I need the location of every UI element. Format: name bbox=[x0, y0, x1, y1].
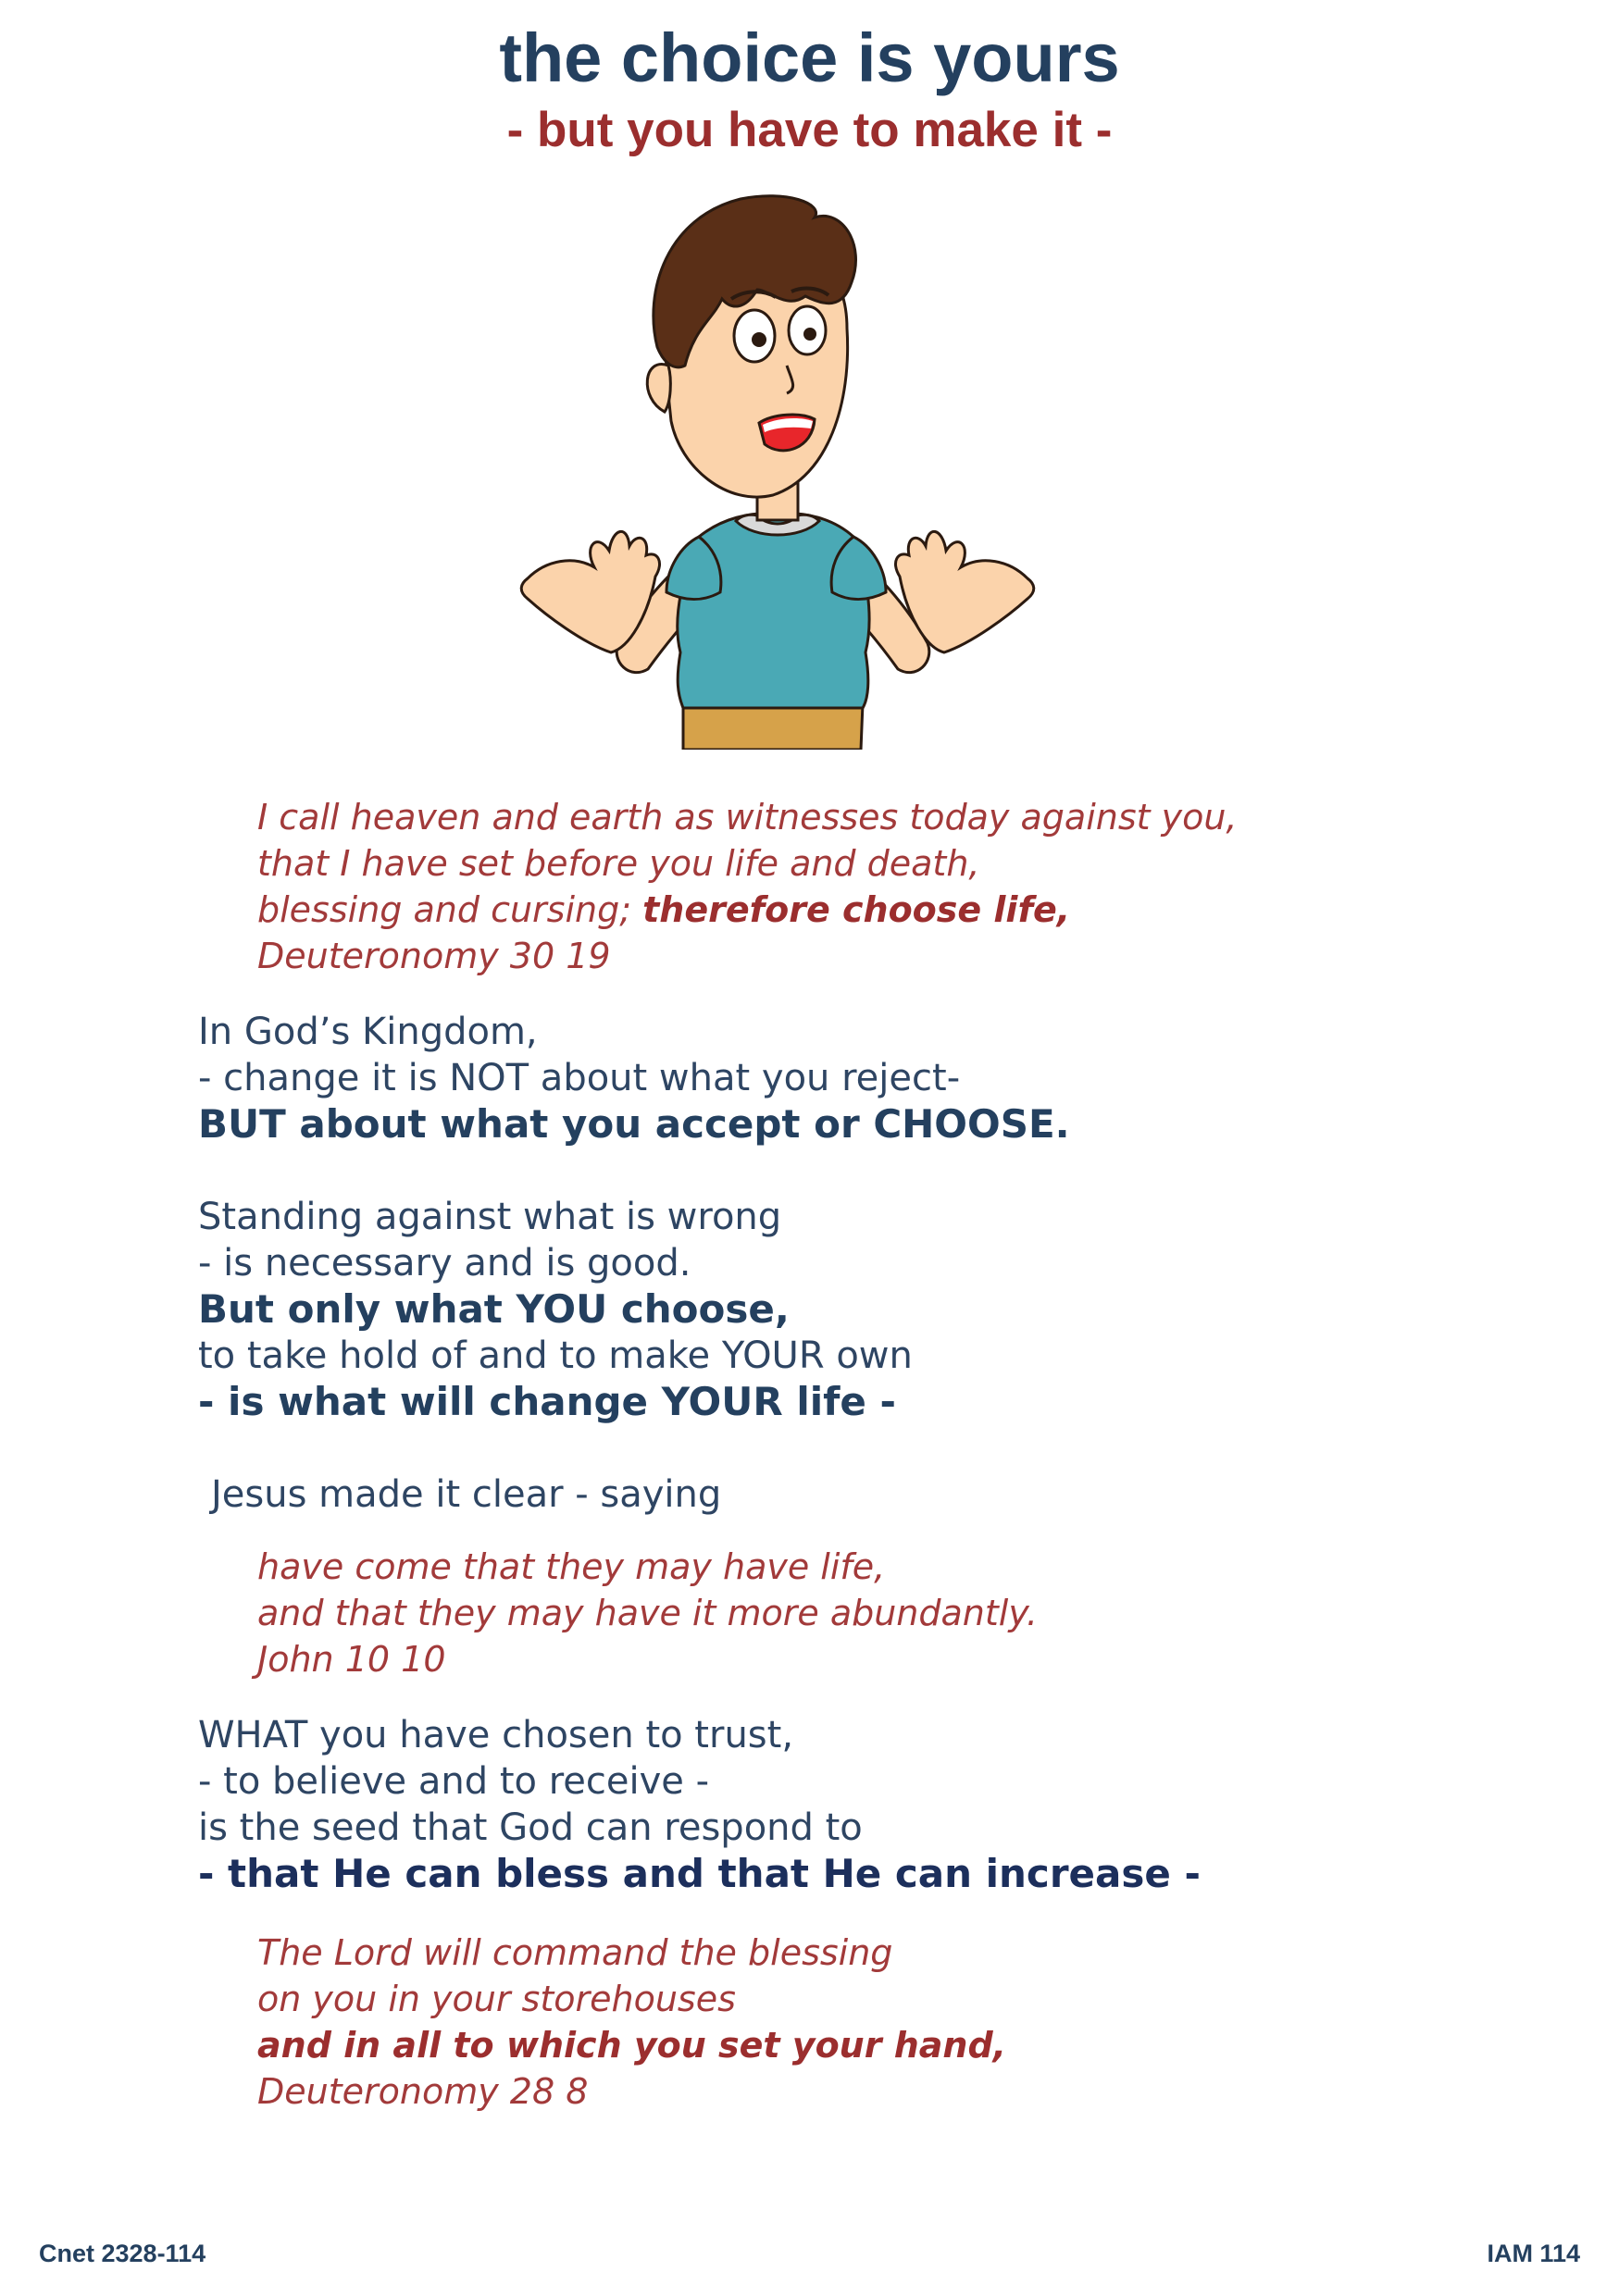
quote-emphasis: and in all to which you set your hand, bbox=[257, 2025, 1007, 2066]
paragraph-line: WHAT you have chosen to trust, bbox=[198, 1714, 794, 1756]
paragraph-line: to take hold of and to make YOUR own bbox=[198, 1334, 913, 1377]
paragraph-line: Standing against what is wrong bbox=[198, 1196, 782, 1238]
paragraph-line: - is necessary and is good. bbox=[198, 1242, 691, 1285]
paragraph-line-bold: - that He can bless and that He can increase - bbox=[198, 1851, 1201, 1896]
paragraph-kingdom bbox=[198, 1009, 1070, 1148]
quote-line: The Lord will command the blessing bbox=[257, 1932, 893, 1973]
quote-line: have come that they may have life, bbox=[257, 1546, 886, 1587]
quote-deuteronomy-30 bbox=[257, 794, 1238, 979]
paragraph-line: In God’s Kingdom, bbox=[198, 1011, 538, 1053]
paragraph-line: is the seed that God can respond to bbox=[198, 1806, 863, 1849]
quote-emphasis: therefore choose life, bbox=[642, 889, 1071, 930]
paragraph-line: Jesus made it clear - saying bbox=[211, 1473, 722, 1516]
paragraph-line-bold: - is what will change YOUR life - bbox=[198, 1379, 896, 1424]
shrugging-boy-illustration bbox=[509, 180, 1102, 750]
paragraph-line: - to believe and to receive - bbox=[198, 1760, 710, 1803]
footer-right-code: IAM 114 bbox=[1487, 2240, 1580, 2267]
quote-line: and that they may have it more abundantly. bbox=[257, 1593, 1038, 1633]
quote-john-10 bbox=[257, 1544, 1038, 1682]
paragraph-what-you-chose bbox=[198, 1712, 1201, 1897]
left-pupil bbox=[752, 332, 766, 347]
right-pupil bbox=[803, 328, 816, 341]
quote-line: I call heaven and earth as witnesses today against you, bbox=[257, 797, 1238, 838]
quote-line: that I have set before you life and death, bbox=[257, 843, 980, 884]
paragraph-standing bbox=[198, 1194, 913, 1425]
quote-reference: John 10 10 bbox=[257, 1639, 446, 1680]
footer-left-code: Cnet 2328-114 bbox=[39, 2240, 206, 2267]
quote-line bbox=[257, 887, 1238, 933]
paragraph-line-bold: But only what YOU choose, bbox=[198, 1286, 790, 1332]
quote-deuteronomy-28 bbox=[257, 1930, 1006, 2115]
paragraph-jesus bbox=[211, 1471, 721, 1518]
quote-text: blessing and cursing; bbox=[257, 889, 643, 930]
quote-reference: Deuteronomy 30 19 bbox=[257, 936, 611, 976]
quote-line: on you in your storehouses bbox=[257, 1979, 736, 2019]
pants bbox=[683, 703, 863, 750]
paragraph-line: - change it is NOT about what you reject- bbox=[198, 1057, 961, 1099]
page-subtitle: - but you have to make it - bbox=[506, 103, 1113, 157]
page-title: the choice is yours bbox=[499, 19, 1120, 96]
ear bbox=[647, 365, 670, 412]
paragraph-line-bold: BUT about what you accept or CHOOSE. bbox=[198, 1101, 1070, 1147]
quote-reference: Deuteronomy 28 8 bbox=[257, 2071, 589, 2112]
